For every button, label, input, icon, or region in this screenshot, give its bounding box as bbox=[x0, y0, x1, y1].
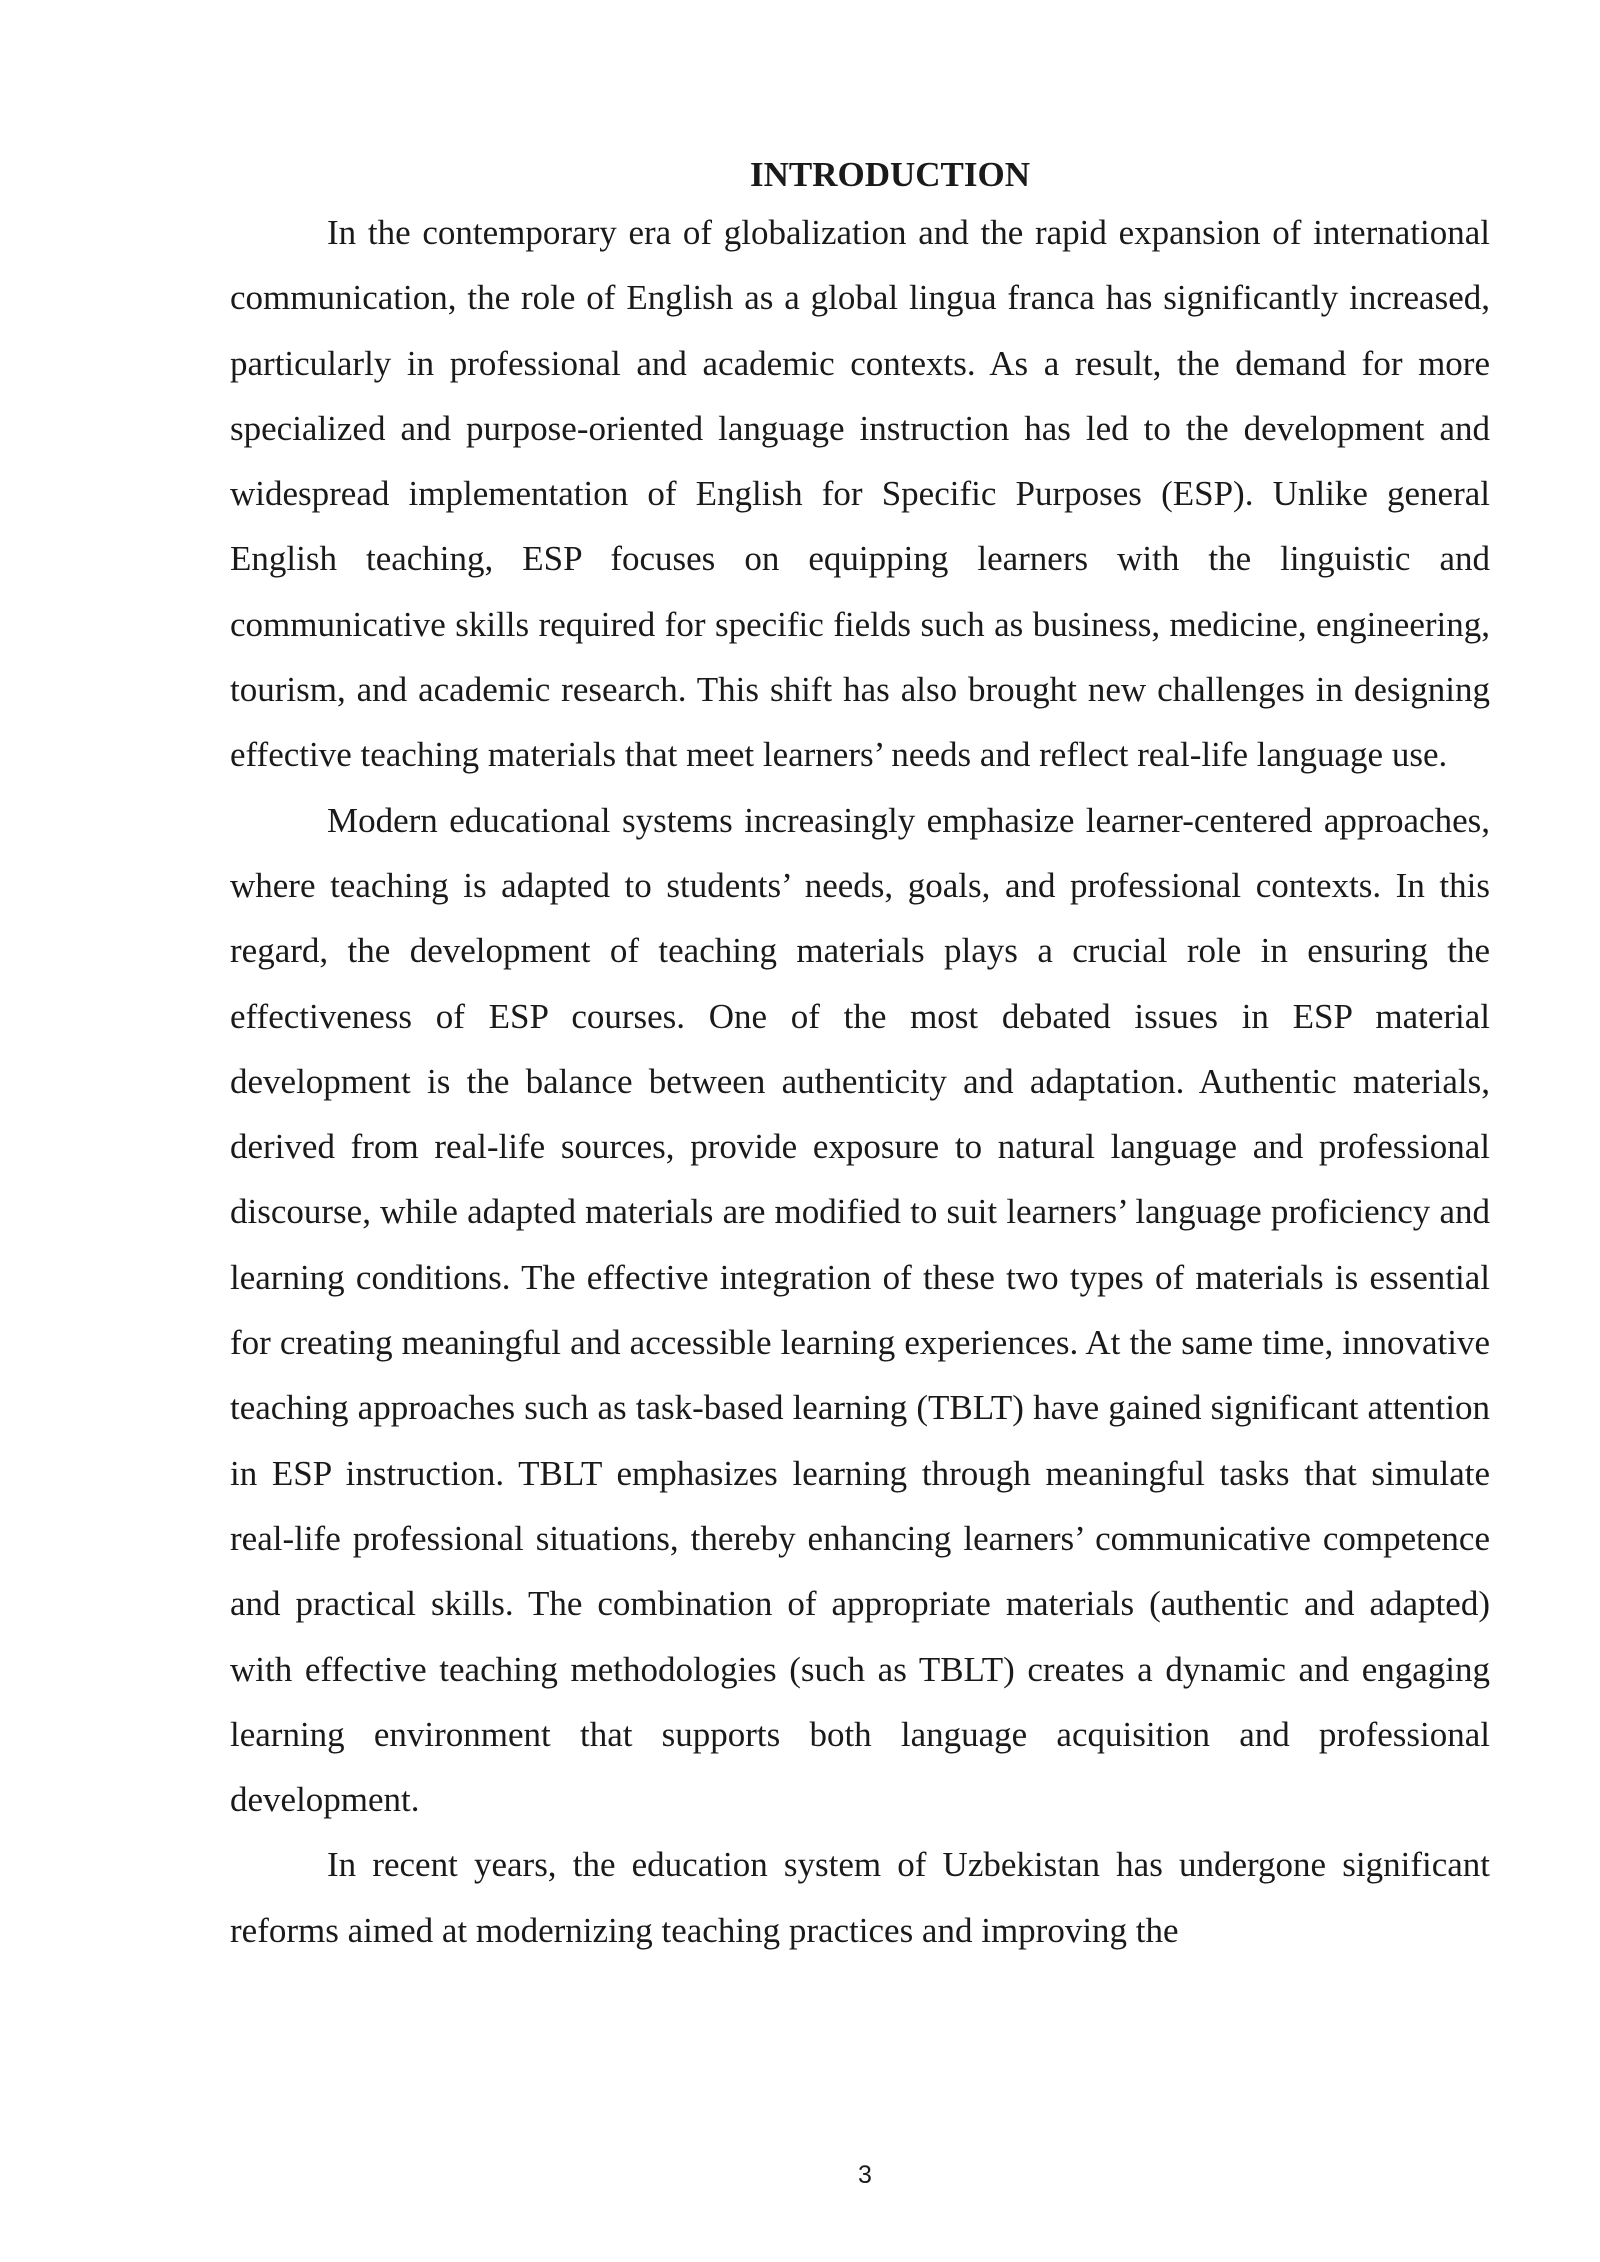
page-number: 3 bbox=[858, 2161, 872, 2189]
paragraph-1: In the contemporary era of globalization and the rapid expansion of international communication, the role of English as a global lingua franca has significantly increased, particularly in professional and academic contexts. As a result, the demand for more specialized and purpose-oriented language instruction has led to the development and widespread implementation of English for Specific Purposes (ESP). Unlike general English teaching, ESP focuses on equipping learners with the linguistic and communicative skills required for specific fields such as business, medicine, engineering, tourism, and academic research. This shift has also brought new challenges in designing effective teaching materials that meet learners’ needs and reflect real-life language use. bbox=[230, 213, 1490, 775]
section-heading: INTRODUCTION bbox=[749, 155, 1031, 194]
paragraph-3: In recent years, the education system of Uzbekistan has undergone significant reforms aimed at modernizing teaching practices and improving the bbox=[230, 1845, 1490, 1950]
document-body bbox=[230, 150, 1490, 1963]
paragraph-2: Modern educational systems increasingly emphasize learner-centered approaches, where teaching is adapted to students’ needs, goals, and professional contexts. In this regard, the development of teaching materials plays a crucial role in ensuring the effectiveness of ESP courses. One of the most debated issues in ESP material development is the balance between authenticity and adaptation. Authentic materials, derived from real-life sources, provide exposure to natural language and professional discourse, while adapted materials are modified to suit learners’ language proficiency and learning conditions. The effective integration of these two types of materials is essential for creating meaningful and accessible learning experiences. At the same time, innovative teaching approaches such as task-based learning (TBLT) have gained significant attention in ESP instruction. TBLT emphasizes learning through meaningful tasks that simulate real-life professional situations, thereby enhancing learners’ communicative competence and practical skills. The combination of appropriate materials (authentic and adapted) with effective teaching methodologies (such as TBLT) creates a dynamic and engaging learning environment that supports both language acquisition and professional development. bbox=[230, 800, 1490, 1820]
